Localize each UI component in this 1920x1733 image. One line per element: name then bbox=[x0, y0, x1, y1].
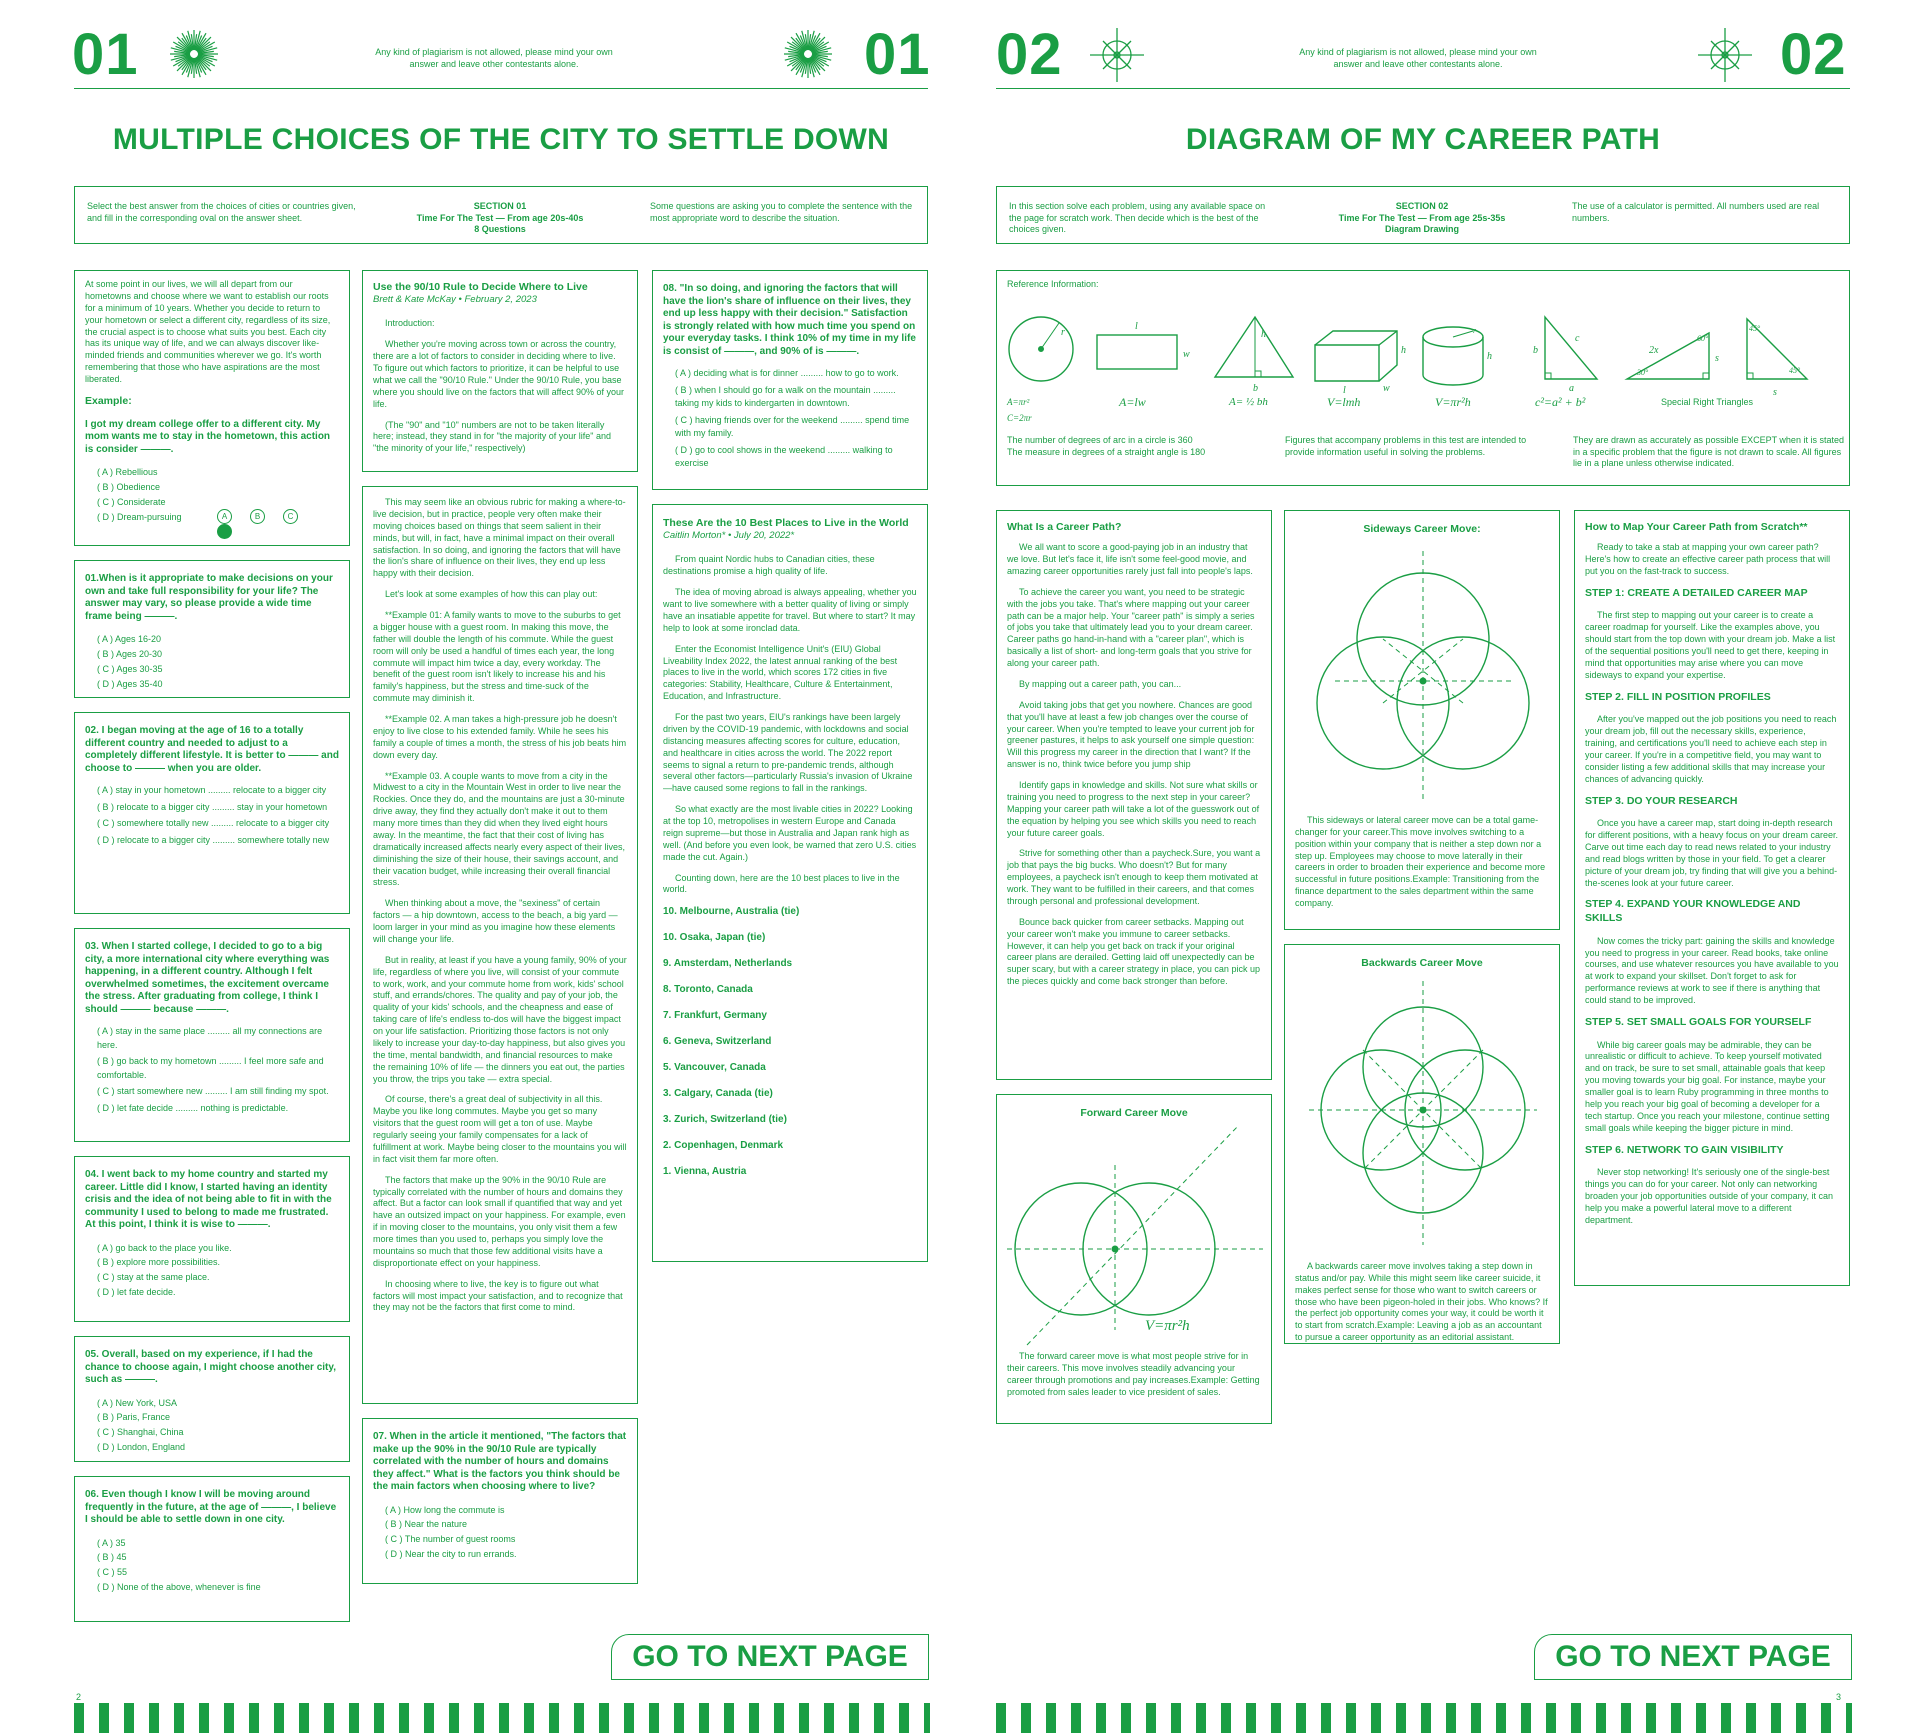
page-title: DIAGRAM OF MY CAREER PATH bbox=[1185, 123, 1661, 156]
reference-note-figures: Figures that accompany problems in this test are intended to provide information useful in solving the problems. bbox=[1285, 435, 1527, 457]
step-text: After you've mapped out the job positions you need to reach your dream job, fill out the necessary skills, experience, training, and certifications you'll need to achieve each step in your career. If you're in a competitive field, you may want to consider listing a few additional skills that may increase your chances of advancing quickly. bbox=[1585, 714, 1837, 784]
option-c[interactable]: ( C ) 55 bbox=[97, 1567, 128, 1578]
go-to-next-page-button[interactable]: GO TO NEXT PAGE bbox=[611, 1634, 929, 1680]
ranking-item: 6. Geneva, Switzerland bbox=[663, 1036, 772, 1048]
option-a[interactable]: ( A ) New York, USA bbox=[97, 1397, 178, 1408]
article-paragraph: **Example 01: A family wants to move to the suburbs to get a bigger house with a guest room. In making this move, the father will double the length of his commute. While the guest room will only be used a handful of times each year, the long commute will impact him twice a day, every workday. The benefit of the guest room isn't likely to increase his and his family's happiness, but the stress and time-suck of the commute may diminish it. bbox=[373, 610, 621, 704]
paragraph: This sideways or lateral career move can be a total game-changer for your career.This move involves switching to a position within your company that is neither a step down nor a step up. Employees may choose to move laterally in their careers in order to broaden their experience and become more successful in future positions.Example: Transitioning from the finance department to the sales department within the same company. bbox=[1295, 814, 1546, 909]
option-b[interactable]: ( B ) 45 bbox=[97, 1552, 127, 1563]
option-a[interactable]: ( A ) deciding what is for dinner ......... how to go to work. bbox=[675, 368, 899, 378]
section-heading: How to Map Your Career Path from Scratch** bbox=[1585, 521, 1808, 533]
bottom-stripes bbox=[74, 1703, 930, 1733]
article-90-10-intro-box bbox=[362, 270, 638, 472]
instructions: Select the best answer from the choices of cities or countries given, and fill in the corresponding oval on the answer sheet. bbox=[87, 201, 356, 223]
question-05: 05. Overall, based on my experience, if I had the chance to choose again, I might choose another city, such as ———. bbox=[85, 1349, 336, 1385]
section-time: Time For The Test — From age 20s-40s bbox=[416, 212, 584, 223]
step-heading: STEP 5. SET SMALL GOALS FOR YOURSELF bbox=[1585, 1015, 1812, 1028]
backwards-career-move-box bbox=[1284, 944, 1560, 1344]
svg-text:30°: 30° bbox=[1637, 368, 1649, 377]
page-number: 3 bbox=[1836, 1692, 1842, 1702]
formula-circle-area: A=πr² bbox=[1007, 397, 1030, 407]
svg-text:h: h bbox=[1487, 351, 1492, 362]
svg-text:r: r bbox=[1473, 326, 1477, 335]
article-paragraph: But in reality, at least if you have a young family, 90% of your life, regardless of where you live, will consist of your commute to work, work, and your commute home from work, kids' school stuff, and errands/chores. The quality and pay of your job, the quality of your kids' schools, and the cheapness and ease of taking care of life's endless to-dos will have the biggest impact on your life satisfaction. Prioritizing those factors is not only likely to increase your day-to-day happiness, but also gives you the time, mental bandwidth, and financial resources to make the remaining 10% of life — the dinners you eat out, the parties you throw, the trips you take — extra special. bbox=[373, 954, 627, 1084]
sideways-move-diagram bbox=[1295, 541, 1551, 811]
question-04-box bbox=[74, 1156, 350, 1322]
step-text: While big career goals may be admirable, they can be unrealistic or difficult to achieve. To keep yourself motivated and on track, be sure to set small, attainable goals that keep you moving towards your big goal. For instance, maybe your smaller goal is to learn Ruby programming in three months to help you reach your big goal of becoming a developer for a tech startup. Once you reach your milestone, continue setting small goals while keeping the bigger picture in mind. bbox=[1585, 1039, 1830, 1133]
question-08: 08. "In so doing, and ignoring the factors that will have the lion's share of influence on their lives, they end up less happy with their decision." Satisfaction is strongly related with how much time you spend on your everyday tasks. I think 10% of my time in my life is consist of ———, and 90% of is ———. bbox=[663, 283, 916, 357]
best-places-article-box bbox=[652, 504, 928, 1262]
formula-rectangle: A=lw bbox=[1119, 395, 1146, 409]
step-text: Once you have a career map, start doing in-depth research for different positions, with a heavy focus on your dream career. Carve out time each day to read news related to your industry and read blogs written by those in your field. To get a clearer picture of your dream job, try finding that will give you a behind-the-scenes look at your future career. bbox=[1585, 818, 1838, 888]
option-a[interactable]: ( A ) Rebellious bbox=[97, 467, 158, 478]
option-d[interactable]: ( D ) Dream-pursuing bbox=[97, 511, 182, 522]
section-note: Some questions are asking you to complete the sentence with the most appropriate word to describe the situation. bbox=[650, 201, 913, 223]
formula-circumference: C=2πr bbox=[1007, 413, 1032, 423]
section-number-left-right: 01 bbox=[864, 22, 931, 87]
option-d[interactable]: ( D ) Near the city to run errands. bbox=[385, 1549, 517, 1560]
paragraph: Avoid taking jobs that get you nowhere. Chances are good that you'll have at least a few job changes over the course of your career. When you're tempted to leave your current job for greener pastures, it helps to ask yourself one simple question: Will this progress my career in the direction that I want? If the answer is no, think twice before you jump ship bbox=[1007, 699, 1255, 770]
diagram-title: Backwards Career Move bbox=[1361, 957, 1483, 969]
ranking-item: 7. Frankfurt, Germany bbox=[663, 1010, 767, 1022]
section-number-left: 01 bbox=[72, 22, 139, 87]
reference-note-degrees: The number of degrees of arc in a circle is 360 The measure in degrees of a straight angle is 180 bbox=[1007, 435, 1206, 457]
article-paragraph: The idea of moving abroad is always appealing, whether you want to live somewhere with a better quality of living or simply have an insatiable appetite for travel. But where to start? It may help to look at some ironclad data. bbox=[663, 587, 917, 633]
svg-text:60°: 60° bbox=[1697, 334, 1709, 343]
page-title: MULTIPLE CHOICES OF THE CITY TO SETTLE DOWN bbox=[112, 123, 890, 156]
option-d[interactable]: ( D ) London, England bbox=[97, 1442, 186, 1453]
section-header-box bbox=[996, 186, 1850, 244]
forward-move-diagram bbox=[1007, 1125, 1263, 1351]
section-header-box bbox=[74, 186, 928, 244]
svg-text:l: l bbox=[1343, 385, 1346, 396]
article-paragraph: Let's look at some examples of how this can play out: bbox=[385, 589, 598, 600]
bubble-a[interactable]: A bbox=[217, 509, 232, 524]
article-paragraph: Of course, there's a great deal of subjectivity in all this. Maybe you like long commutes. Maybe you get so many visitors that the guest room will get a ton of use. Maybe regularly seeing your family compensates for a lack of fulfillment at work. Maybe being closer to the mountains you will in fact visit them far more often. bbox=[373, 1094, 627, 1164]
example-question: I got my dream college offer to a different city. My mom wants me to stay in the hometown, this action is consider ———. bbox=[85, 418, 331, 455]
ranking-item: 3. Zurich, Switzerland (tie) bbox=[663, 1114, 787, 1126]
option-a[interactable]: ( A ) 35 bbox=[97, 1537, 126, 1548]
go-to-next-page-button[interactable]: GO TO NEXT PAGE bbox=[1534, 1634, 1852, 1680]
article-paragraph: The factors that make up the 90% in the 90/10 Rule are typically correlated with the number of hours and domains they affect. But a factor can look small if quantified that way and yet have an outsized impact on your happiness. For example, even if in moving closer to the mountains, you only visit them a few more times than you used to, perhaps you simply love the mountains so much that those few additional visits have a disproportionate effect on your happiness. bbox=[373, 1174, 626, 1268]
question-03: 03. When I started college, I decided to go to a big city, a more international city where everything was happening, in a different country. Although I felt overwhelmed sometimes, the excitement overcame the stress. After graduating from college, I think I should ——— because ———. bbox=[85, 941, 330, 1015]
option-c[interactable]: ( C ) Shanghai, China bbox=[97, 1427, 184, 1438]
right-triangle-figure bbox=[1545, 317, 1597, 379]
article-paragraph: For the past two years, EIU's rankings have been largely driven by the COVID-19 pandemic, with lockdowns and social distancing measures affecting scores for culture, education, and healthcare in cities across the world. The 2022 report seems to signal a return to pre-pandemic trends, although several other factors—particularly Russia's invasion of Ukraine—have caused some regions to fall in the rankings. bbox=[663, 712, 913, 794]
rectangle-figure bbox=[1097, 335, 1177, 369]
article-title: These Are the 10 Best Places to Live in the World bbox=[663, 517, 909, 529]
step-text: The first step to mapping out your career is to create a career roadmap for yourself. Like the examples above, you should start from the top down with your dream job. Make a list of the sequential positions you'll need to get there, keeping in mind that opportunities may arise where you can move sideways to expand your expertise. bbox=[1585, 610, 1836, 680]
question-03-box bbox=[74, 928, 350, 1142]
question-08-box bbox=[652, 270, 928, 490]
article-paragraph: When thinking about a move, the "sexiness" of certain factors — a hip downtown, access to the beach, a big yard — loom larger in your mind as you imagine how these elements will change your life. bbox=[373, 898, 618, 944]
ranking-item: 1. Vienna, Austria bbox=[663, 1166, 747, 1178]
what-is-career-path-box bbox=[996, 510, 1272, 1080]
article-byline: Brett & Kate McKay • February 2, 2023 bbox=[373, 294, 537, 306]
forward-career-move-box bbox=[996, 1094, 1272, 1424]
article-paragraph: From quaint Nordic hubs to Canadian cities, these destinations promise a high quality of life. bbox=[663, 554, 875, 577]
intro-box bbox=[74, 270, 350, 546]
header-rule bbox=[74, 88, 928, 89]
paragraph: By mapping out a career path, you can... bbox=[1019, 678, 1182, 689]
article-paragraph: In choosing where to live, the key is to figure out what factors will most impact your satisfaction, and to recognize that they may not be the factors that first come to mind. bbox=[373, 1278, 623, 1313]
sideways-career-move-box bbox=[1284, 510, 1560, 930]
section-label: SECTION 02 bbox=[1395, 201, 1449, 211]
option-d[interactable]: ( D ) None of the above, whenever is fine bbox=[97, 1582, 261, 1593]
svg-text:w: w bbox=[1183, 349, 1190, 360]
article-paragraph: Enter the Economist Intelligence Unit's (EIU) Global Liveability Index 2022, the latest annual ranking of the best places to live in the world, which scores 172 cities in five categories: Stability, Healthcare, Culture & Entertainment, Education, and Infrastructure. bbox=[663, 643, 898, 702]
section-count: Diagram Drawing bbox=[1384, 224, 1460, 235]
reference-information-box bbox=[996, 270, 1850, 486]
paragraph: Ready to take a stab at mapping your own career path? Here's how to create an effective career path process that will put you on the fast-track to success. bbox=[1585, 542, 1831, 576]
option-b[interactable]: ( B ) go back to my hometown ......... I feel more safe and comfortable. bbox=[97, 1056, 324, 1080]
article-paragraph: **Example 02. A man takes a high-pressure job he doesn't enjoy to live close to his extended family. While he sees his family a couple of times a month, the stress of his job beats him down every day. bbox=[373, 714, 627, 760]
intro-text: At some point in our lives, we will all depart from our hometowns and choose where we want to establish our roots for a minimum of 10 years. Whether you decide to return to your hometown or select a different city, regardless of its size, the crucial aspect is to choose what suits you best. Each city has its unique way of life, and we can always discover like-minded friends and communities wherever we go. It's worth remembering that those who have aspirations are the most liberated. bbox=[85, 279, 331, 384]
option-a[interactable]: ( A ) go back to the place you like. bbox=[97, 1242, 232, 1253]
step-text: Now comes the tricky part: gaining the skills and knowledge you need to progress in your career. Read books, take online courses, and use whatever resources you have available to you at work to expand your skillset. Don't forget to ask for performance reviews at work to see if there is anything that could stand to be improved. bbox=[1585, 935, 1839, 1006]
step-heading: STEP 6. NETWORK TO GAIN VISIBILITY bbox=[1585, 1143, 1784, 1156]
example-label: Example: bbox=[85, 394, 132, 407]
paragraph: The forward career move is what most people strive for in their careers. This move involves steadily advancing your career through promotions and pay increases.Example: Getting promoted from sales leader to vice president of sales. bbox=[1007, 1350, 1260, 1397]
option-b[interactable]: ( B ) Ages 20-30 bbox=[97, 648, 163, 659]
article-paragraph: (The "90" and "10" numbers are not to be taken literally here; instead, they stand in for "the majority of your life" and "the minority of your life," respectively) bbox=[373, 419, 612, 454]
svg-text:s: s bbox=[1773, 387, 1777, 398]
reference-note-accuracy: They are drawn as accurately as possible EXCEPT when it is stated in a specific problem that the figure is not drawn to scale. All figures lie in a plane unless otherwise indicated. bbox=[1573, 435, 1844, 469]
paragraph: A backwards career move involves taking a step down in status and/or pay. While this might seem like career suicide, it makes perfect sense for those who want to switch careers or those who have been pigeon-holed in their jobs. Who knows? If the perfect job opportunity comes your way, it could be worth it to start from scratch.Example: Leaving a job as an accountant to pursue a career opportunity as an editorial assistant. bbox=[1295, 1260, 1548, 1343]
diagram-title: Forward Career Move bbox=[1080, 1107, 1188, 1119]
diagram-title: Sideways Career Move: bbox=[1363, 523, 1481, 535]
option-b[interactable]: ( B ) explore more possibilities. bbox=[97, 1257, 221, 1268]
article-90-10-body-box bbox=[362, 486, 638, 1404]
option-c[interactable]: ( C ) somewhere totally new ......... relocate to a bigger city bbox=[97, 818, 330, 828]
section-info bbox=[1287, 201, 1557, 236]
svg-text:a: a bbox=[1569, 383, 1574, 394]
article-paragraph: **Example 03. A couple wants to move from a city in the Midwest to a city in the Mountain West in order to live near the Rockies. Once they do, and the mountains are just a 30-minute drive away, they find they actually don't make it out to them many more times than they did when they lived eight hours away. In the meantime, the fact that their cost of living has dramatically increased affects nearly every aspect of their lives, diminishing the size of their house, their savings account, and their vacation budget, while increasing their overall financial stress. bbox=[373, 770, 625, 888]
svg-text:c: c bbox=[1575, 333, 1580, 344]
question-01-box bbox=[74, 560, 350, 698]
article-paragraph: Counting down, here are the 10 best places to live in the world. bbox=[663, 872, 900, 895]
paragraph: Strive for something other than a paycheck.Sure, you want a job that pays the big bucks. Who doesn't? But for many employees, a paycheck isn't enough to keep them motivated at work. They want to be fulfilled in their careers, and that comes through personal and professional development. bbox=[1007, 848, 1261, 906]
step-heading: STEP 4. EXPAND YOUR KNOWLEDGE AND SKILLS bbox=[1585, 898, 1801, 925]
question-06: 06. Even though I know I will be moving around frequently in the future, at the age of ———, I believe I should be able to settle down in one city. bbox=[85, 1489, 337, 1525]
option-c[interactable]: ( C ) Considerate bbox=[97, 496, 166, 507]
formula-cylinder: V=πr²h bbox=[1435, 395, 1471, 409]
paragraph: We all want to score a good-paying job in an industry that we love. But let's face it, life isn't some feel-good movie, and amazing career opportunities rarely just fall into people's laps. bbox=[1007, 542, 1253, 576]
option-d[interactable]: ( D ) relocate to a bigger city ......... somewhere totally new bbox=[97, 834, 330, 845]
triangle-figure bbox=[1215, 317, 1293, 377]
article-paragraph: So what exactly are the most livable cities in 2022? Looking at the top 10, metropolises in western Europe and Canada reign supreme—but those in Australia and Japan rank high as well. (And before you even look, be warned that zero U.S. cities made the cut. Again.) bbox=[663, 804, 917, 862]
instructions: In this section solve each problem, using any available space on the page for scratch work. Then decide which is the best of the choices given. bbox=[1009, 201, 1266, 235]
ranking-item: 5. Vancouver, Canada bbox=[663, 1062, 766, 1074]
paragraph: Identify gaps in knowledge and skills. Not sure what skills or training you need to progress to the next step in your career? Mapping your career path will take a lot of the guesswork out of the equation by helping you see which skills you need to reach your future career goals. bbox=[1007, 780, 1260, 838]
formula-triangle: A= ½ bh bbox=[1229, 396, 1268, 408]
formula-box: V=lmh bbox=[1327, 395, 1361, 409]
step-text: Never stop networking! It's seriously one of the single-best things you can do for your career. Not only can networking broaden your job opportunities outside of your company, it can help you make a powerful lateral move to a different department. bbox=[1585, 1167, 1833, 1225]
svg-text:s: s bbox=[1715, 353, 1719, 364]
backwards-move-diagram bbox=[1295, 975, 1551, 1257]
option-a[interactable]: ( A ) stay in the same place ......... all my connections are here. bbox=[97, 1026, 323, 1050]
formula-pythagorean: c²=a² + b² bbox=[1535, 395, 1586, 409]
article-byline: Caitlin Morton* • July 20, 2022* bbox=[663, 530, 795, 542]
question-02: 02. I began moving at the age of 16 to a totally different country and needed to adjust to a completely different lifestyle. It is better to ——— and choose to ——— when you are older. bbox=[85, 725, 339, 774]
section-label: SECTION 01 bbox=[473, 201, 527, 211]
option-b[interactable]: ( B ) when I should go for a walk on the mountain ......... taking my kids to kindergarten in downtown. bbox=[675, 384, 896, 408]
option-b[interactable]: ( B ) Obedience bbox=[97, 481, 161, 492]
bottom-stripes bbox=[996, 1703, 1852, 1733]
reference-label: Reference Information: bbox=[1007, 279, 1099, 289]
question-07: 07. When in the article it mentioned, "The factors that make up the 90% in the 90/10 Rule are typically correlated with the number of hours and domains they affect." What is the factors you think should be the main factors when choosing where to live? bbox=[373, 1431, 627, 1492]
svg-text:r: r bbox=[1061, 327, 1065, 338]
how-to-map-career-box bbox=[1574, 510, 1850, 1286]
ranking-item: 10. Melbourne, Australia (tie) bbox=[663, 906, 800, 918]
option-b[interactable]: ( B ) Paris, France bbox=[97, 1412, 171, 1423]
option-c[interactable]: ( C ) start somewhere new ......... I am still finding my spot. bbox=[97, 1086, 329, 1096]
article-intro-label: Introduction: bbox=[385, 318, 435, 329]
ranking-item: 3. Calgary, Canada (tie) bbox=[663, 1088, 773, 1100]
question-06-box bbox=[74, 1476, 350, 1622]
step-heading: STEP 1: CREATE A DETAILED CAREER MAP bbox=[1585, 586, 1808, 599]
svg-text:b: b bbox=[1253, 383, 1258, 394]
special-right-triangles-label: Special Right Triangles bbox=[1661, 397, 1754, 407]
answer-bubbles bbox=[217, 509, 339, 543]
article-title: Use the 90/10 Rule to Decide Where to Live bbox=[373, 281, 588, 293]
page-number: 2 bbox=[76, 1692, 82, 1702]
bubble-c[interactable]: C bbox=[283, 509, 298, 524]
question-05-box bbox=[74, 1336, 350, 1462]
option-d[interactable]: ( D ) let fate decide ......... nothing is predictable. bbox=[97, 1102, 289, 1113]
question-02-box bbox=[74, 712, 350, 914]
option-d[interactable]: ( D ) go to cool shows in the weekend ......... walking to exercise bbox=[675, 444, 893, 468]
bubble-d-filled[interactable] bbox=[217, 524, 232, 539]
ranking-item: 8. Toronto, Canada bbox=[663, 984, 753, 996]
svg-text:h: h bbox=[1261, 329, 1266, 340]
plagiarism-notice: Any kind of plagiarism is not allowed, please mind your own answer and leave other contestants alone. bbox=[1299, 47, 1537, 70]
sunburst-icon bbox=[168, 28, 220, 80]
bubble-b[interactable]: B bbox=[250, 509, 265, 524]
section-info bbox=[365, 201, 635, 236]
header-rule bbox=[996, 88, 1850, 89]
question-07-box bbox=[362, 1418, 638, 1584]
svg-text:45°: 45° bbox=[1789, 366, 1801, 375]
section-count: 8 Questions bbox=[474, 224, 526, 235]
geometry-figures bbox=[997, 293, 1837, 403]
step-heading: STEP 3. DO YOUR RESEARCH bbox=[1585, 794, 1738, 807]
option-b[interactable]: ( B ) relocate to a bigger city ......... stay in your hometown bbox=[97, 801, 328, 812]
option-a[interactable]: ( A ) How long the commute is bbox=[385, 1504, 505, 1515]
svg-text:h: h bbox=[1401, 345, 1406, 356]
section-note: The use of a calculator is permitted. All numbers used are real numbers. bbox=[1572, 201, 1820, 223]
svg-text:l: l bbox=[1135, 321, 1138, 332]
section-number-right-right: 02 bbox=[1780, 22, 1847, 87]
sunburst-icon bbox=[782, 28, 834, 80]
option-d[interactable]: ( D ) Ages 35-40 bbox=[97, 678, 163, 689]
article-paragraph: Whether you're moving across town or across the country, there are a lot of factors to consider in deciding where to live. To figure out which factors to prioritize, it can be helpful to use what we call the "90/10 Rule." Under the 90/10 Rule, you base where you should live on the factors that will affect 90% of your life. bbox=[373, 339, 624, 409]
option-c[interactable]: ( C ) stay at the same place. bbox=[97, 1272, 210, 1283]
question-04: 04. I went back to my home country and started my career. Little did I know, I started having an identity crisis and the idea of not being able to fit in with the community I used to belong to made me frustrated. At this point, I think it is wise to ———. bbox=[85, 1169, 332, 1230]
ranking-item: 2. Copenhagen, Denmark bbox=[663, 1140, 784, 1152]
diagram-formula: V=πr²h bbox=[1145, 1317, 1190, 1334]
section-heading: What Is a Career Path? bbox=[1007, 521, 1122, 533]
option-c[interactable]: ( C ) having friends over for the weekend ......... spend time with my family. bbox=[675, 414, 910, 438]
compass-icon bbox=[1090, 28, 1144, 82]
option-c[interactable]: ( C ) Ages 30-35 bbox=[97, 663, 163, 674]
box-figure bbox=[1315, 345, 1379, 381]
section-number-right: 02 bbox=[996, 22, 1063, 87]
paragraph: To achieve the career you want, you need to be strategic with the jobs you take. That's where mapping out your career path can be a major help. Your "career path" is simply a series of jobs you take that ultimately lead you to your dream career. Career paths go hand-in-hand with a "career plan", which is basically a list of short- and long-term goals that you strive for along your career path. bbox=[1007, 586, 1255, 668]
option-c[interactable]: ( C ) The number of guest rooms bbox=[385, 1534, 516, 1545]
section-time: Time For The Test — From age 25s-35s bbox=[1338, 212, 1506, 223]
step-heading: STEP 2. FILL IN POSITION PROFILES bbox=[1585, 690, 1771, 703]
option-b[interactable]: ( B ) Near the nature bbox=[385, 1519, 468, 1530]
ranking-item: 9. Amsterdam, Netherlands bbox=[663, 958, 793, 970]
question-01: 01.When is it appropriate to make decisions on your own and take full responsibility for your life? The answer may vary, so please provide a wide time frame being ———. bbox=[85, 573, 333, 622]
paragraph: Bounce back quicker from career setbacks. Mapping out your career won't make you immune to career setbacks. However, it can help you get back on track if your original career plans are derailed. Getting laid off unexpectedly can be super scary, but with a career strategy in place, you can pick up the pieces quickly and come back stronger than before. bbox=[1007, 916, 1260, 987]
ranking-item: 10. Osaka, Japan (tie) bbox=[663, 932, 766, 944]
svg-text:45°: 45° bbox=[1749, 324, 1761, 333]
svg-text:w: w bbox=[1383, 383, 1390, 394]
option-d[interactable]: ( D ) let fate decide. bbox=[97, 1287, 176, 1298]
option-a[interactable]: ( A ) Ages 16-20 bbox=[97, 634, 162, 644]
article-paragraph: This may seem like an obvious rubric for making a where-to-live decision, but in practice, people very often make their moving choices based on things that seem salient in their minds, but will, in fact, have a minimal impact on their overall satisfaction. In so doing, and ignoring the factors that will have the lion's share of influence on their lives, they end up less happy with their decision. bbox=[373, 497, 626, 579]
plagiarism-notice: Any kind of plagiarism is not allowed, please mind your own answer and leave other contestants alone. bbox=[375, 47, 613, 70]
svg-text:b: b bbox=[1533, 345, 1538, 356]
svg-text:2x: 2x bbox=[1649, 345, 1659, 356]
compass-icon bbox=[1698, 28, 1752, 82]
option-a[interactable]: ( A ) stay in your hometown ......... relocate to a bigger city bbox=[97, 785, 327, 795]
